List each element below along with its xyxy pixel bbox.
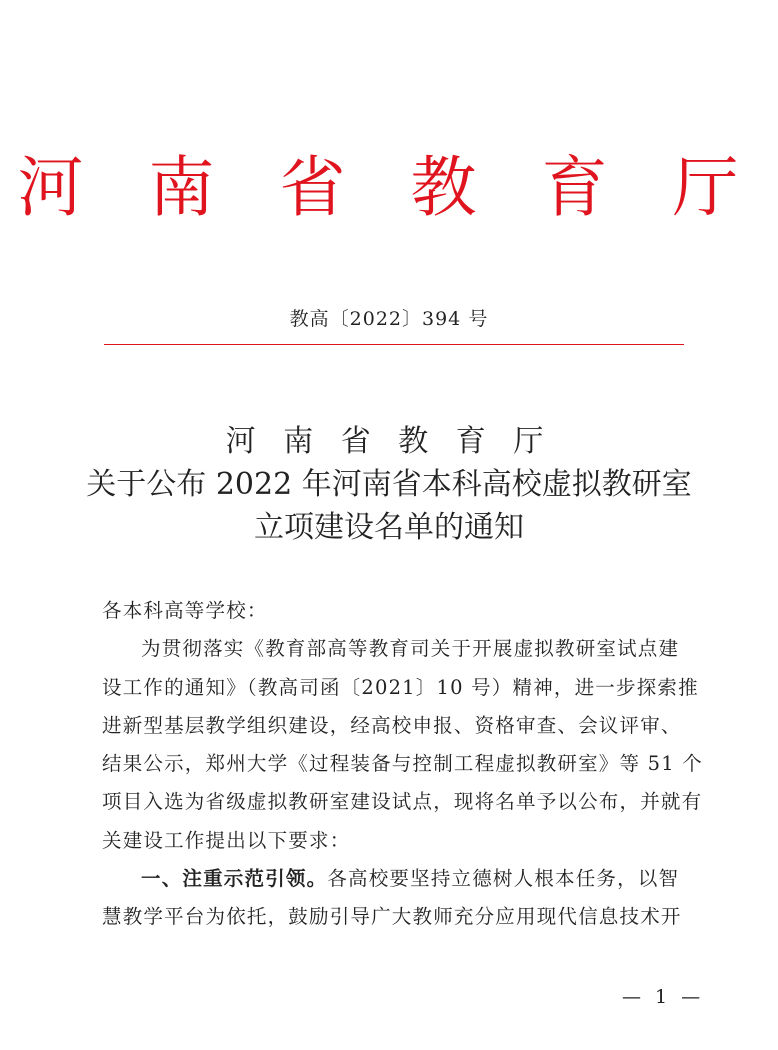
- title-line-subject: 关于公布 2022 年河南省本科高校虚拟教研室: [86, 467, 692, 502]
- paragraph-line: 设工作的通知》（教高司函〔2021〕10 号）精神，进一步探索推: [102, 675, 699, 699]
- document-body: [102, 592, 703, 937]
- section-text: 各高校要坚持立德树人根本任务，以智: [327, 867, 680, 891]
- red-divider-line: [104, 344, 684, 345]
- paragraph-line: 项目入选为省级虚拟教研室建设试点，现将名单予以公布，并就有: [102, 790, 703, 814]
- page-number: — 1 —: [622, 986, 705, 1008]
- paragraph-intro: [102, 630, 703, 860]
- title-line-subject-cont: 立项建设名单的通知: [254, 510, 524, 545]
- paragraph-line: [102, 860, 700, 898]
- masthead-title: 河 南 省 教 育 厅: [17, 149, 761, 226]
- paragraph-line: 慧教学平台为依托，鼓励引导广大教师充分应用现代信息技术开: [102, 905, 682, 929]
- section-heading: 一、注重示范引领。: [141, 867, 328, 891]
- salutation: 各本科高等学校：: [102, 599, 268, 622]
- document-number: 教高〔2022〕394 号: [289, 308, 489, 330]
- paragraph-line: 进新型基层教学组织建设，经高校申报、资格审查、会议评审、: [102, 713, 682, 737]
- document-title: [60, 420, 718, 549]
- title-line-issuer: 河 南 省 教 育 厅: [225, 424, 553, 459]
- paragraph-line: 关建设工作提出以下要求：: [102, 828, 351, 852]
- paragraph-section-1: [102, 860, 700, 937]
- paragraph-line: 为贯彻落实《教育部高等教育司关于开展虚拟教研室试点建: [141, 637, 680, 661]
- paragraph-line: 结果公示，郑州大学《过程装备与控制工程虚拟教研室》等 51 个: [102, 752, 703, 776]
